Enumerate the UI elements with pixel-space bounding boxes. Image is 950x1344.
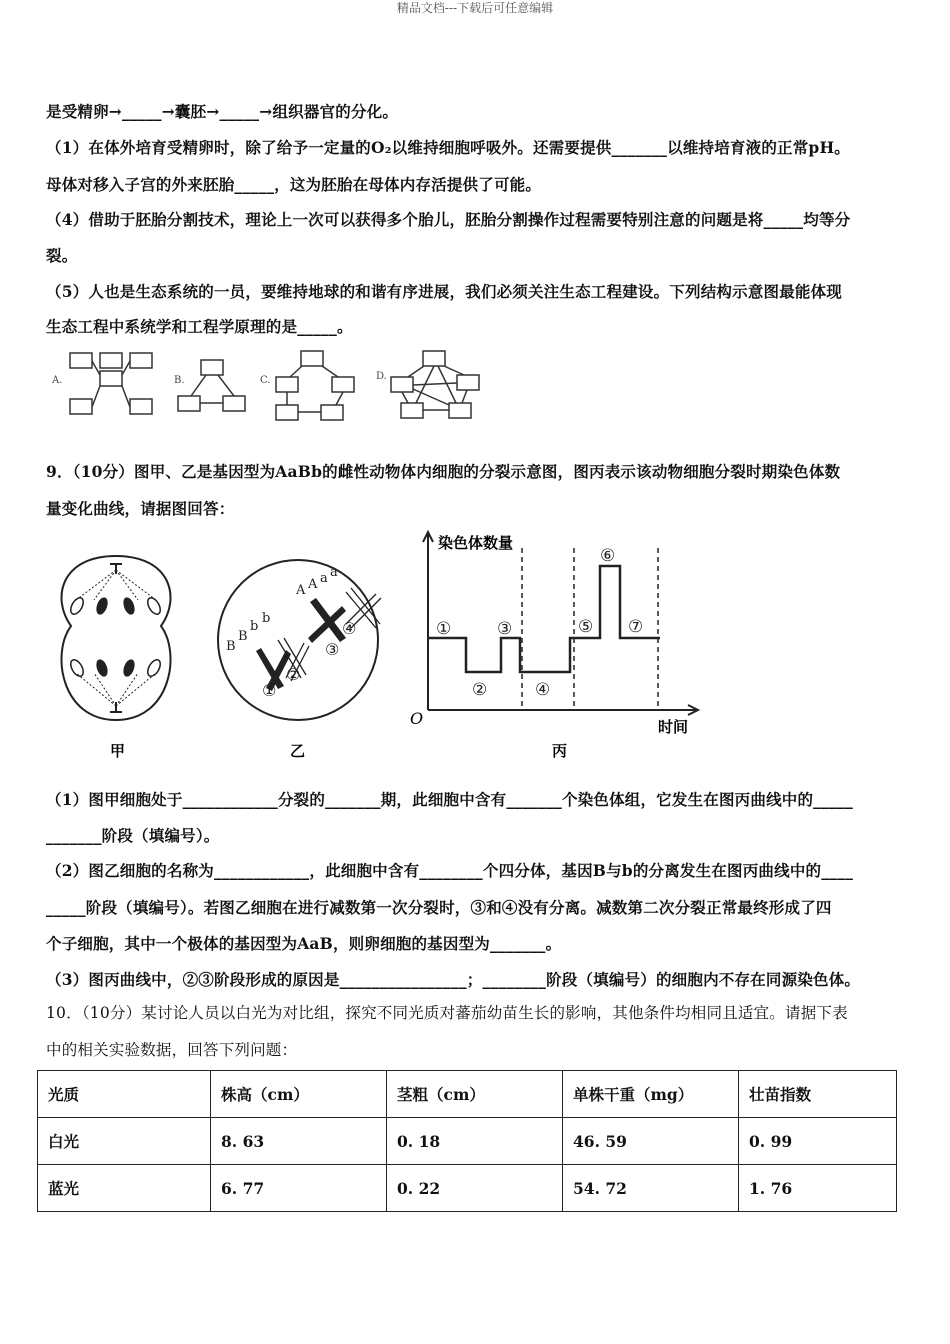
gene-label: B (226, 639, 236, 654)
figure-yi-label: 乙 (290, 742, 306, 760)
table-cell: 8. 63 (211, 1118, 387, 1165)
table-cell: 46. 59 (563, 1118, 739, 1165)
gene-label: b (250, 619, 259, 634)
table-cell: 1. 76 (739, 1165, 897, 1212)
text-line: 母体对移入子宫的外来胚胎_____，这为胚胎在母体内存活提供了可能。 (46, 175, 542, 194)
figure-jia (61, 556, 170, 720)
option-d-diagram (391, 351, 479, 418)
text-line: （2）图乙细胞的名称为____________，此细胞中含有________个四分体，基因B与b的分离发生在图丙曲线中的____ (46, 861, 854, 880)
stage-label: ⑤ (578, 617, 594, 637)
text-line: _____阶段（填编号）。若图乙细胞在进行减数第一次分裂时，③和④没有分离。减数第二次分裂正常最终形成了四 (46, 898, 832, 917)
figure-jia-label: 甲 (110, 742, 126, 760)
chromosome-number: ② (286, 665, 301, 684)
figure-bing (423, 532, 698, 715)
stage-label: ⑥ (600, 546, 616, 566)
table-row (38, 1118, 897, 1165)
text-line: （4）借助于胚胎分割技术，理论上一次可以获得多个胎儿，胚胎分割操作过程需要特别注意的问题是将_____均等分 (46, 210, 851, 229)
table-header-cell: 茎粗（cm） (387, 1071, 563, 1118)
text-line: （1）在体外培育受精卵时，除了给予一定量的O₂以维持细胞呼吸外。还需要提供_______以维持培育液的正常pH。 (46, 138, 851, 157)
gene-label: B (238, 629, 248, 644)
text-line: （1）图甲细胞处于____________分裂的_______期，此细胞中含有_______个染色体组，它发生在图丙曲线中的_____ (46, 790, 853, 809)
gene-label: b (262, 611, 271, 626)
text-line: 9．（10分）图甲、乙是基因型为AaBb的雌性动物体内细胞的分裂示意图，图丙表示该动物细胞分裂时期染色体数 (46, 462, 841, 481)
text-line: _______阶段（填编号）。 (46, 826, 220, 845)
gene-label: a (330, 565, 338, 580)
table-header-cell: 单株干重（mg） (563, 1071, 739, 1118)
figure-bing-label: 丙 (552, 742, 568, 760)
chromosome-number: ① (262, 681, 277, 700)
text-line: 是受精卵→_____→囊胚→_____→组织器官的分化。 (46, 102, 399, 121)
text-line: 个子细胞，其中一个极体的基因型为AaB，则卵细胞的基因型为_______。 (46, 934, 562, 953)
option-b-label: B. (174, 375, 185, 386)
stage-label: ① (436, 619, 452, 639)
text-line: 生态工程中系统学和工程学原理的是_____。 (46, 317, 353, 336)
table-header-cell: 壮苗指数 (739, 1071, 897, 1118)
stage-label: ④ (535, 680, 551, 700)
option-a-label: A. (52, 375, 63, 386)
cell-division-figures (46, 528, 906, 768)
axis-y-label: 染色体数量 (438, 534, 514, 552)
table-header-cell: 株高（cm） (211, 1071, 387, 1118)
structure-options-diagram (46, 345, 486, 425)
table-cell: 54. 72 (563, 1165, 739, 1212)
gene-label: A (296, 583, 306, 598)
axis-origin: O (410, 709, 424, 728)
chromosome-number: ④ (342, 619, 357, 638)
table-cell: 蓝光 (38, 1165, 211, 1212)
option-d-label: D. (376, 371, 387, 382)
stage-label: ⑦ (628, 617, 644, 637)
text-line: 裂。 (46, 246, 78, 265)
gene-label: a (320, 571, 328, 586)
experiment-data-table (37, 1070, 897, 1212)
axis-x-label: 时间 (658, 718, 689, 736)
option-b-diagram (178, 360, 245, 411)
chromosome-number: ③ (325, 640, 340, 659)
option-c-label: C. (260, 375, 271, 386)
table-row (38, 1165, 897, 1212)
table-cell: 0. 18 (387, 1118, 563, 1165)
option-a-diagram (70, 353, 152, 414)
table-header-row (38, 1071, 897, 1118)
text-line: （3）图丙曲线中，②③阶段形成的原因是________________；________阶段（填编号）的细胞内不存在同源染色体。 (46, 970, 861, 989)
page-header: 精品文档---下载后可任意编辑 (396, 1, 554, 15)
text-line: 中的相关实验数据，回答下列问题： (46, 1041, 298, 1059)
text-line: （5）人也是生态系统的一员，要维持地球的和谐有序进展，我们必须关注生态工程建设。下列结构示意图最能体现 (46, 282, 842, 301)
table-cell: 白光 (38, 1118, 211, 1165)
option-c-diagram (276, 351, 354, 420)
table-header-cell: 光质 (38, 1071, 211, 1118)
figure-yi (218, 560, 381, 720)
stage-label: ③ (497, 619, 513, 639)
table-cell: 6. 77 (211, 1165, 387, 1212)
gene-label: A (308, 577, 318, 592)
table-cell: 0. 99 (739, 1118, 897, 1165)
text-line: 10．（10分）某讨论人员以白光为对比组，探究不同光质对蕃茄幼苗生长的影响，其他条件均相同且适宜。请据下表 (46, 1004, 848, 1022)
table-cell: 0. 22 (387, 1165, 563, 1212)
stage-label: ② (472, 680, 488, 700)
text-line: 量变化曲线，请据图回答： (46, 499, 235, 518)
